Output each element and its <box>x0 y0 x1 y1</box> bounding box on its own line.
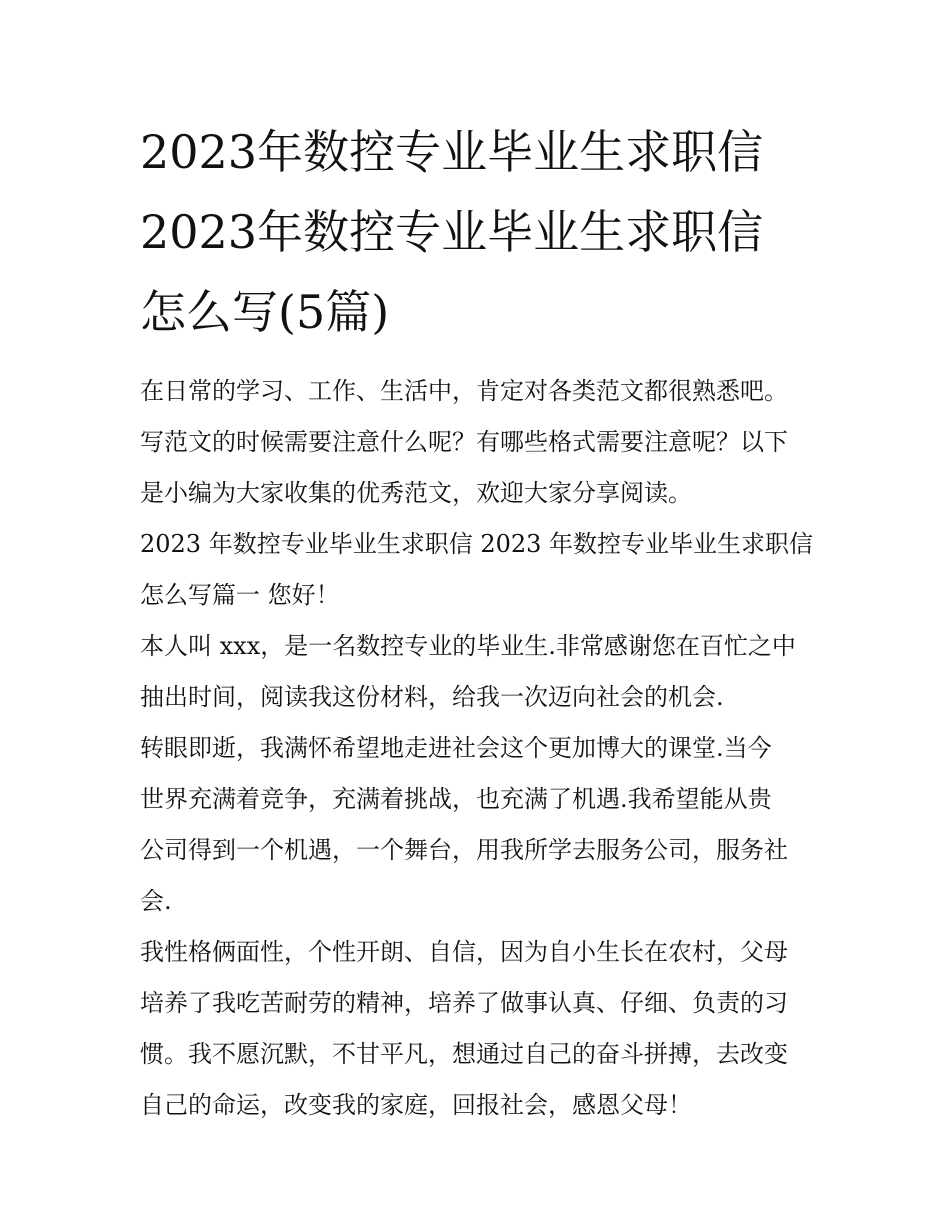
document-body <box>140 366 820 1131</box>
text-line: 公司得到一个机遇，一个舞台，用我所学去服务公司，服务社 <box>140 836 788 864</box>
text-line: 在日常的学习、工作、生活中，肯定对各类范文都很熟悉吧。 <box>140 377 788 405</box>
title-line: 2023年数控专业毕业生求职信 <box>140 205 764 259</box>
document-page <box>140 112 820 1131</box>
body-paragraph <box>140 723 820 927</box>
body-paragraph <box>140 927 820 1131</box>
text-line: 2023 年数控专业毕业生求职信 2023 年数控专业毕业生求职信 <box>140 530 814 558</box>
text-line: 我性格俩面性，个性开朗、自信，因为自小生长在农村，父母 <box>140 938 788 966</box>
title-line: 2023年数控专业毕业生求职信 <box>140 125 764 179</box>
text-line: 转眼即逝，我满怀希望地走进社会这个更加博大的课堂.当今 <box>140 734 772 762</box>
intro-paragraph <box>140 366 820 519</box>
text-line: 写范文的时候需要注意什么呢？有哪些格式需要注意呢？以下 <box>140 428 788 456</box>
text-line: 本人叫 xxx，是一名数控专业的毕业生.非常感谢您在百忙之中 <box>140 632 796 660</box>
text-line: 怎么写篇一 您好！ <box>140 581 340 609</box>
text-line: 世界充满着竞争，充满着挑战，也充满了机遇.我希望能从贵 <box>140 785 772 813</box>
text-line: 自己的命运，改变我的家庭，回报社会，感恩父母！ <box>140 1091 692 1119</box>
heading-paragraph <box>140 519 820 621</box>
text-line: 是小编为大家收集的优秀范文，欢迎大家分享阅读。 <box>140 479 692 507</box>
text-line: 培养了我吃苦耐劳的精神，培养了做事认真、仔细、负责的习 <box>140 989 788 1017</box>
body-paragraph <box>140 621 820 723</box>
text-line: 惯。我不愿沉默，不甘平凡，想通过自己的奋斗拼搏，去改变 <box>140 1040 788 1068</box>
text-line: 会. <box>140 887 172 915</box>
text-line: 抽出时间，阅读我这份材料，给我一次迈向社会的机会. <box>140 683 724 711</box>
title-line: 怎么写(5篇) <box>140 285 390 339</box>
document-title <box>140 112 820 352</box>
